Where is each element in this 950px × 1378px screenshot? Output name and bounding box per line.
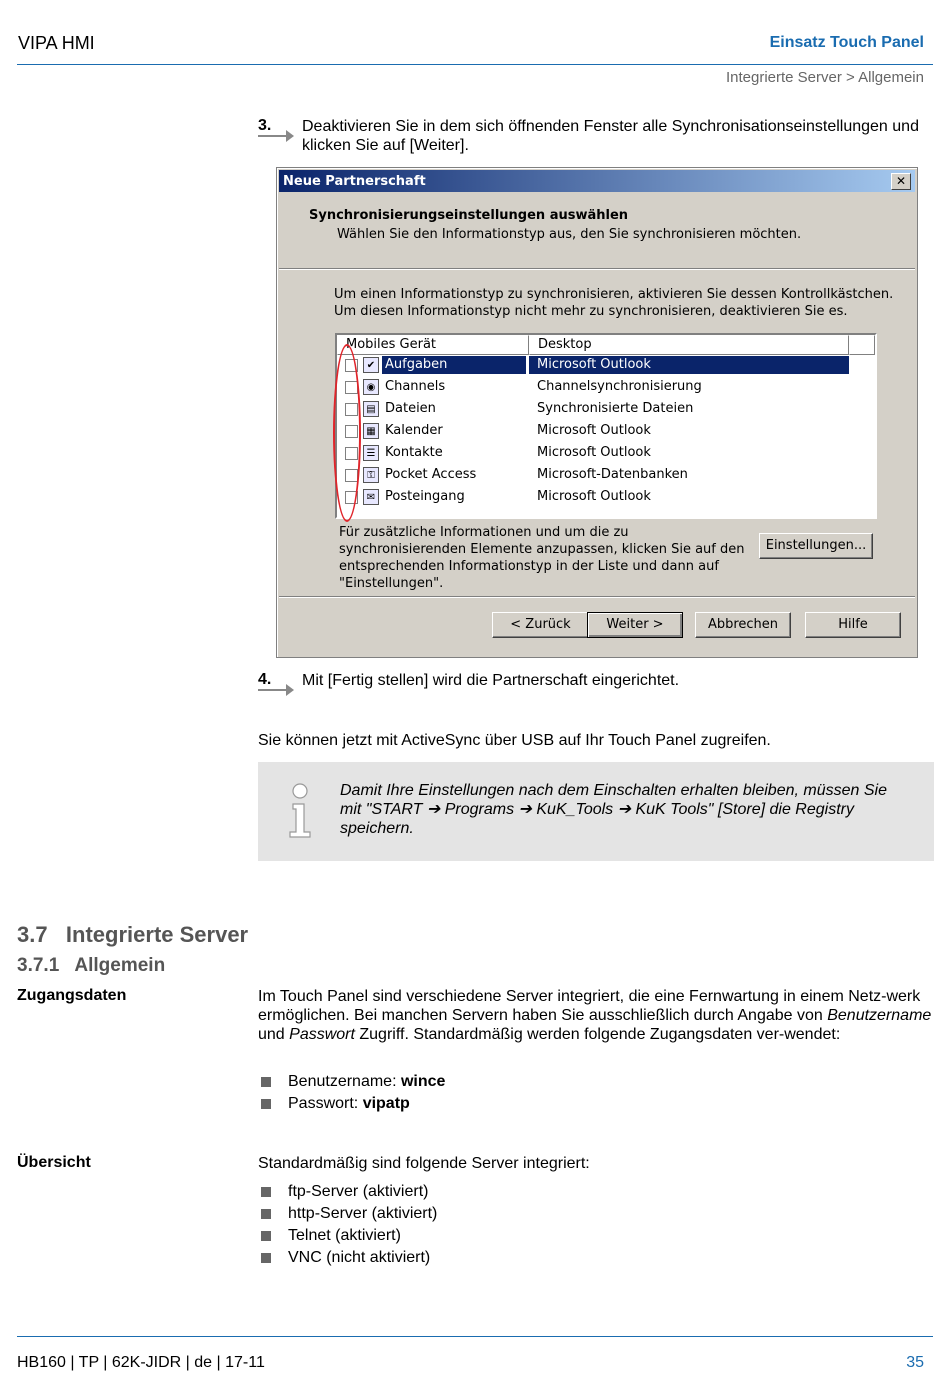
info-note [258, 762, 934, 861]
dialog-divider-bottom [279, 596, 915, 598]
item-device: Pocket Access [385, 467, 477, 482]
files-icon: ▤ [363, 401, 379, 417]
list-item: Telnet (aktiviert) [258, 1225, 437, 1247]
item-desktop: Microsoft Outlook [537, 445, 651, 460]
step-text: Deaktivieren Sie in dem sich öffnenden Fenster alle Synchronisationseinstellungen und klicken Sie auf [Weiter]. [302, 118, 919, 154]
item-device: Kontakte [385, 445, 443, 460]
column-header-device[interactable]: Mobiles Gerät [337, 335, 529, 355]
tasks-icon: ✔ [363, 357, 379, 373]
settings-button[interactable]: Einstellungen... [759, 533, 873, 559]
item-desktop: Synchronisierte Dateien [537, 401, 694, 416]
uebersicht-label: Übersicht [17, 1154, 91, 1171]
highlight-oval [333, 344, 361, 522]
item-desktop: Microsoft Outlook [537, 423, 651, 438]
section-heading: 3.7 Integrierte Server [17, 922, 249, 947]
footer-divider [17, 1336, 933, 1337]
breadcrumb: Integrierte Server > Allgemein [725, 69, 924, 86]
list-item: http-Server (aktiviert) [258, 1203, 437, 1225]
activesync-paragraph: Sie können jetzt mit ActiveSync über USB auf Ihr Touch Panel zugreifen. [258, 732, 771, 749]
list-item[interactable] [337, 421, 849, 442]
bullet-icon [261, 1209, 271, 1219]
header-chapter: Einsatz Touch Panel [769, 34, 924, 51]
next-button[interactable]: Weiter > [587, 612, 683, 638]
zugangsdaten-label: Zugangsdaten [17, 987, 127, 1004]
list-item: ftp-Server (aktiviert) [258, 1181, 437, 1203]
subsection-heading: 3.7.1 Allgemein [17, 955, 166, 976]
page-number: 35 [906, 1354, 924, 1371]
item-desktop: Channelsynchronisierung [537, 379, 702, 394]
note-text: Damit Ihre Einstellungen nach dem Einschalten erhalten bleiben, müssen Sie mit "START ➔ Programs ➔ KuK_Tools ➔ KuK Tools" [Store] die Registry speichern. [340, 782, 887, 837]
list-item[interactable] [337, 399, 849, 420]
bullet-icon [261, 1187, 271, 1197]
dialog-info: Für zusätzliche Informationen und um die zu synchronisierenden Elemente anzupassen, klicken Sie auf den entsprechenden Informationstyp in der Liste und dann auf "Einstellungen". [339, 525, 745, 591]
item-device: Channels [385, 379, 446, 394]
channels-icon: ◉ [363, 379, 379, 395]
item-desktop: Microsoft Outlook [537, 489, 651, 504]
column-header-empty [849, 335, 875, 355]
dialog-intro: Um einen Informationstyp zu synchronisieren, aktivieren Sie dessen Kontrollkästchen. Um diesen Informationstyp nicht mehr zu synchronisieren, deaktivieren Sie es. [334, 287, 894, 319]
credentials-list [258, 1071, 445, 1115]
server-list [258, 1181, 437, 1269]
list-item[interactable] [337, 443, 849, 464]
dialog-subheading: Wählen Sie den Informationstyp aus, den Sie synchronisieren möchten. [337, 227, 802, 242]
dialog-heading: Synchronisierungseinstellungen auswählen [309, 208, 629, 223]
zugangsdaten-paragraph: Im Touch Panel sind verschiedene Server integriert, die eine Fernwartung in einem Netz-werk ermöglichen. Bei manchen Servern haben Sie ausschließlich durch Angabe von Benutzername und Passwort Zugriff. Standardmäßig werden folgende Zugangsdaten ver-wendet: [258, 988, 932, 1043]
bullet-icon [261, 1253, 271, 1263]
database-icon: ⚿ [363, 467, 379, 483]
dialog-header [279, 192, 915, 268]
list-item[interactable] [337, 377, 849, 398]
dialog-title: Neue Partnerschaft [283, 174, 426, 189]
sync-listview[interactable] [335, 333, 877, 519]
header-divider [17, 64, 933, 65]
bullet-icon [261, 1077, 271, 1087]
inbox-icon: ✉ [363, 489, 379, 505]
help-button[interactable]: Hilfe [805, 612, 901, 638]
header-title: VIPA HMI [18, 33, 95, 53]
list-item: VNC (nicht aktiviert) [258, 1247, 437, 1269]
step-number: 3. [258, 117, 294, 135]
item-desktop: Microsoft Outlook [529, 356, 849, 374]
column-header-desktop[interactable]: Desktop [529, 335, 849, 355]
step-number: 4. [258, 671, 294, 689]
calendar-icon: ▦ [363, 423, 379, 439]
footer-doc-id: HB160 | TP | 62K-JIDR | de | 17-11 [17, 1354, 265, 1371]
partnership-dialog [276, 167, 918, 658]
item-device: Posteingang [385, 489, 465, 504]
uebersicht-paragraph: Standardmäßig sind folgende Server integriert: [258, 1155, 590, 1172]
item-device: Kalender [385, 423, 443, 438]
dialog-divider [279, 268, 915, 270]
bullet-icon [261, 1099, 271, 1109]
list-item[interactable] [337, 465, 849, 486]
bullet-icon [261, 1231, 271, 1241]
list-item: Passwort: vipatp [258, 1093, 445, 1115]
back-button[interactable]: < Zurück [492, 612, 589, 638]
item-desktop: Microsoft-Datenbanken [537, 467, 688, 482]
item-device: Dateien [385, 401, 436, 416]
step-arrow-icon [258, 689, 292, 691]
list-item: Benutzername: wince [258, 1071, 445, 1093]
contacts-icon: ☰ [363, 445, 379, 461]
close-icon[interactable]: ✕ [891, 173, 911, 190]
list-item[interactable] [337, 487, 849, 508]
step-text: Mit [Fertig stellen] wird die Partnerschaft eingerichtet. [302, 672, 680, 689]
cancel-button[interactable]: Abbrechen [695, 612, 791, 638]
info-icon [284, 782, 316, 838]
dialog-titlebar [279, 170, 915, 192]
list-item[interactable] [337, 355, 849, 376]
step-arrow-icon [258, 135, 292, 137]
item-device: Aufgaben [382, 356, 526, 374]
